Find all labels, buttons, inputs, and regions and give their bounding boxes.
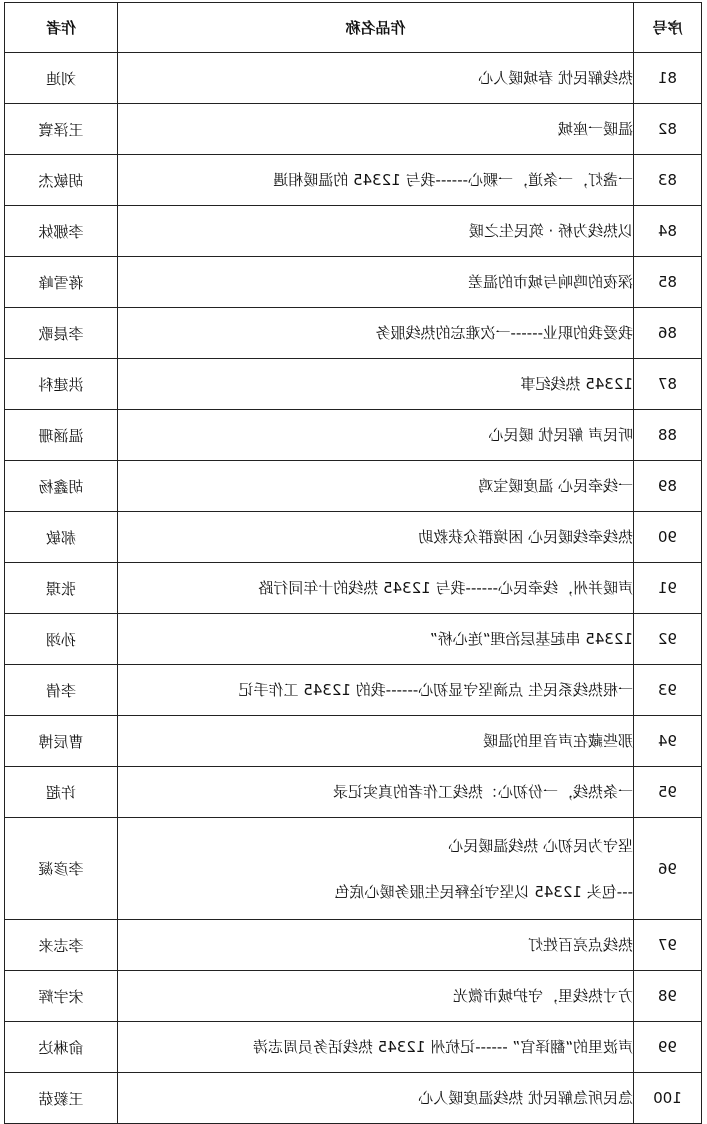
header-author: 作者 [5,3,118,53]
table-row [5,716,702,767]
work-title: 12345 热线纪事 [520,375,633,393]
work-title-cell [118,512,634,563]
row-number: 83 [634,155,702,206]
author-name: 洪建科 [5,359,118,410]
work-title: 以热线为桥 · 筑民生之暖 [468,222,633,240]
work-title-cell [118,767,634,818]
work-title-cell [118,665,634,716]
table-body [5,53,702,1124]
author-name: 王毅菇 [5,1073,118,1124]
row-number: 90 [634,512,702,563]
author-name: 俞琳达 [5,1022,118,1073]
work-title: 深夜的鸣响与城市的温差 [467,273,633,291]
row-number: 91 [634,563,702,614]
work-title: 一线牵民心 温度暖宝鸡 [478,477,633,495]
work-title-cell [118,614,634,665]
author-name: 温涵珊 [5,410,118,461]
header-no: 序号 [634,3,702,53]
work-title-cell [118,563,634,614]
work-title: 一条热线，一份初心：热线工作者的真实记录 [332,783,633,801]
row-number: 96 [634,818,702,920]
row-number: 98 [634,971,702,1022]
table-row [5,308,702,359]
work-title: 温暖一座城 [557,120,633,138]
author-name: 许超 [5,767,118,818]
table-row [5,563,702,614]
work-title: 我爱我的职业------一次难忘的热线服务 [375,324,633,342]
author-name: 蒋雪峰 [5,257,118,308]
work-title: 热线牵线暖民心 困境群众获救助 [418,528,633,546]
work-title-cell [118,155,634,206]
work-title: 坚守为民初心 热线温暖民心 [448,836,633,855]
table-row [5,410,702,461]
row-number: 81 [634,53,702,104]
row-number: 87 [634,359,702,410]
work-title-cell [118,818,634,920]
row-number: 99 [634,1022,702,1073]
work-title-cell [118,410,634,461]
table-row [5,53,702,104]
author-name: 张璟 [5,563,118,614]
row-number: 100 [634,1073,702,1124]
work-title: 一根热线系民生 点滴坚守显初心------我的 12345 工作手记 [238,681,633,699]
table-row [5,512,702,563]
author-name: 李娜妹 [5,206,118,257]
work-title: ---包头 12345 以坚守诠释民生服务暖心底色 [334,882,633,901]
row-number: 82 [634,104,702,155]
header-title: 作品名称 [118,3,634,53]
author-name: 李志来 [5,920,118,971]
table-row [5,818,702,920]
work-title: 听民声 解民忧 暖民心 [488,426,633,444]
table-row [5,206,702,257]
work-title: 方寸热线里，守护城市微光 [452,987,633,1005]
table-row [5,614,702,665]
row-number: 94 [634,716,702,767]
work-title: 12345 串起基层治理“连心桥” [429,630,633,648]
work-title: 急民所急解民忧 热线温度暖人心 [418,1089,633,1107]
table-row [5,971,702,1022]
work-title: 热线点亮百姓灯 [527,936,633,954]
table-row [5,359,702,410]
work-title-cell [118,359,634,410]
work-title-cell [118,1073,634,1124]
row-number: 89 [634,461,702,512]
author-name: 宋宇辉 [5,971,118,1022]
author-name: 曹辰博 [5,716,118,767]
table-row [5,461,702,512]
work-title: 声暖并州，线牵民心------我与 12345 热线的十年同行路 [258,579,633,597]
author-name: 孙翊 [5,614,118,665]
work-title-cell [118,308,634,359]
table-row [5,257,702,308]
author-name: 李彦凝 [5,818,118,920]
work-title-cell [118,104,634,155]
table-row [5,104,702,155]
author-name: 刘迪 [5,53,118,104]
author-name: 李倩 [5,665,118,716]
work-title-cell [118,920,634,971]
table-row [5,1073,702,1124]
work-title-cell [118,716,634,767]
work-title: 一盏灯，一条道，一颗心------我与 12345 的温暖相遇 [273,171,633,189]
work-title-cell [118,53,634,104]
work-title: 声波里的“翻译官” ------记杭州 12345 热线话务员周志涛 [252,1038,633,1056]
table-row [5,1022,702,1073]
table-row [5,155,702,206]
table-row [5,767,702,818]
row-number: 88 [634,410,702,461]
work-title-cell [118,206,634,257]
author-name: 王泽寰 [5,104,118,155]
author-name: 胡鑫杨 [5,461,118,512]
work-title-cell [118,1022,634,1073]
row-number: 97 [634,920,702,971]
work-title-cell [118,461,634,512]
works-table [4,2,702,1124]
table-row [5,665,702,716]
header-row [5,3,702,53]
author-name: 胡敏杰 [5,155,118,206]
work-title-cell [118,971,634,1022]
row-number: 86 [634,308,702,359]
work-title-cell [118,257,634,308]
work-title: 热线解民忧 春城暖人心 [478,69,633,87]
row-number: 95 [634,767,702,818]
author-name: 郝敏 [5,512,118,563]
author-name: 李晨歌 [5,308,118,359]
table-row [5,920,702,971]
work-title: 那些藏在声音里的温暖 [482,732,633,750]
row-number: 93 [634,665,702,716]
row-number: 84 [634,206,702,257]
row-number: 85 [634,257,702,308]
row-number: 92 [634,614,702,665]
